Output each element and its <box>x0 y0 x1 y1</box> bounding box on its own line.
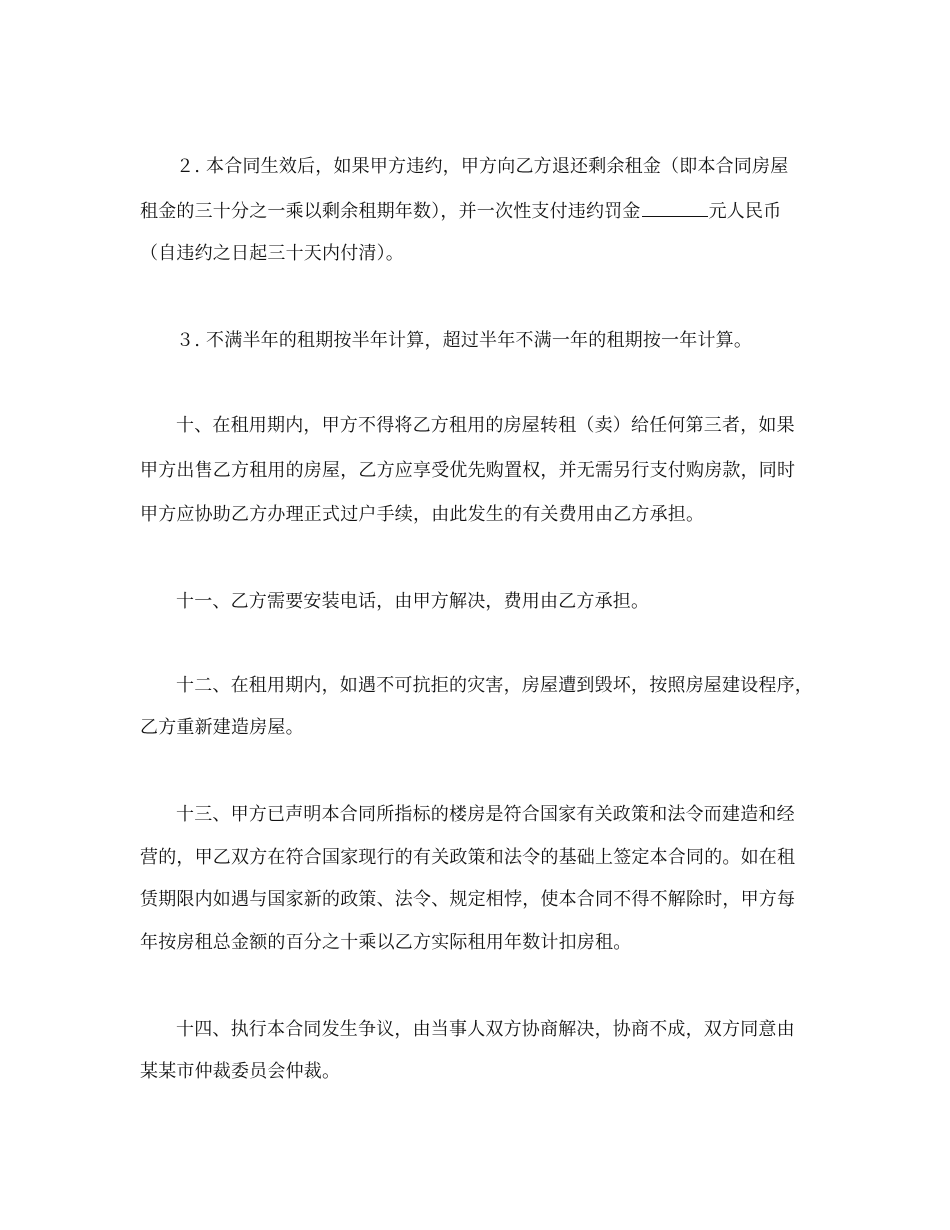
article-10-line-2: 甲方出售乙方租用的房屋，乙方应享受优先购置权，并无需另行支付购房款，同时 <box>140 460 796 481</box>
article-14-line-2: 某某市仲裁委员会仲裁。 <box>140 1061 341 1082</box>
paragraph-2-line-1: ２. 本合同生效后，如果甲方违约，甲方向乙方退还剩余租金（即本合同房屋 <box>176 156 789 177</box>
paragraph-3-line-1: ３. 不满半年的租期按半年计算，超过半年不满一年的租期按一年计算。 <box>176 330 753 351</box>
article-13-line-4: 年按房租总金额的百分之十乘以乙方实际租用年数计扣房租。 <box>140 932 632 953</box>
article-10-line-1: 十、在租用期内，甲方不得将乙方租用的房屋转租（卖）给任何第三者，如果 <box>176 415 795 436</box>
article-10-line-3: 甲方应协助乙方办理正式过户手续，由此发生的有关费用由乙方承担。 <box>140 504 705 525</box>
paragraph-2-line-2-text-after: 元人民币 <box>708 201 782 222</box>
article-13-line-3: 赁期限内如遇与国家新的政策、法令、规定相悖，使本合同不得不解除时，甲方每 <box>140 889 796 910</box>
article-12-line-1: 十二、在租用期内，如遇不可抗拒的灾害，房屋遭到毁坏，按照房屋建设程序， <box>176 675 813 696</box>
paragraph-2-line-2 <box>140 200 781 224</box>
article-11-line-1: 十一、乙方需要安装电话，由甲方解决，费用由乙方承担。 <box>176 591 650 612</box>
article-13-line-2: 营的，甲乙双方在符合国家现行的有关政策和法令的基础上签定本合同的。如在租 <box>140 847 796 868</box>
paragraph-2-line-2-text-before: 租金的三十分之一乘以剩余租期年数），并一次性支付违约罚金 <box>140 201 641 222</box>
article-12-line-2: 乙方重新建造房屋。 <box>140 717 304 738</box>
article-13-line-1: 十三、甲方已声明本合同所指标的楼房是符合国家有关政策和法令而建造和经 <box>176 804 795 825</box>
article-14-line-1: 十四、执行本合同发生争议，由当事人双方协商解决，协商不成，双方同意由 <box>176 1019 795 1040</box>
penalty-amount-blank <box>642 214 708 217</box>
paragraph-2-line-3: （自违约之日起三十天内付清）。 <box>140 243 404 264</box>
